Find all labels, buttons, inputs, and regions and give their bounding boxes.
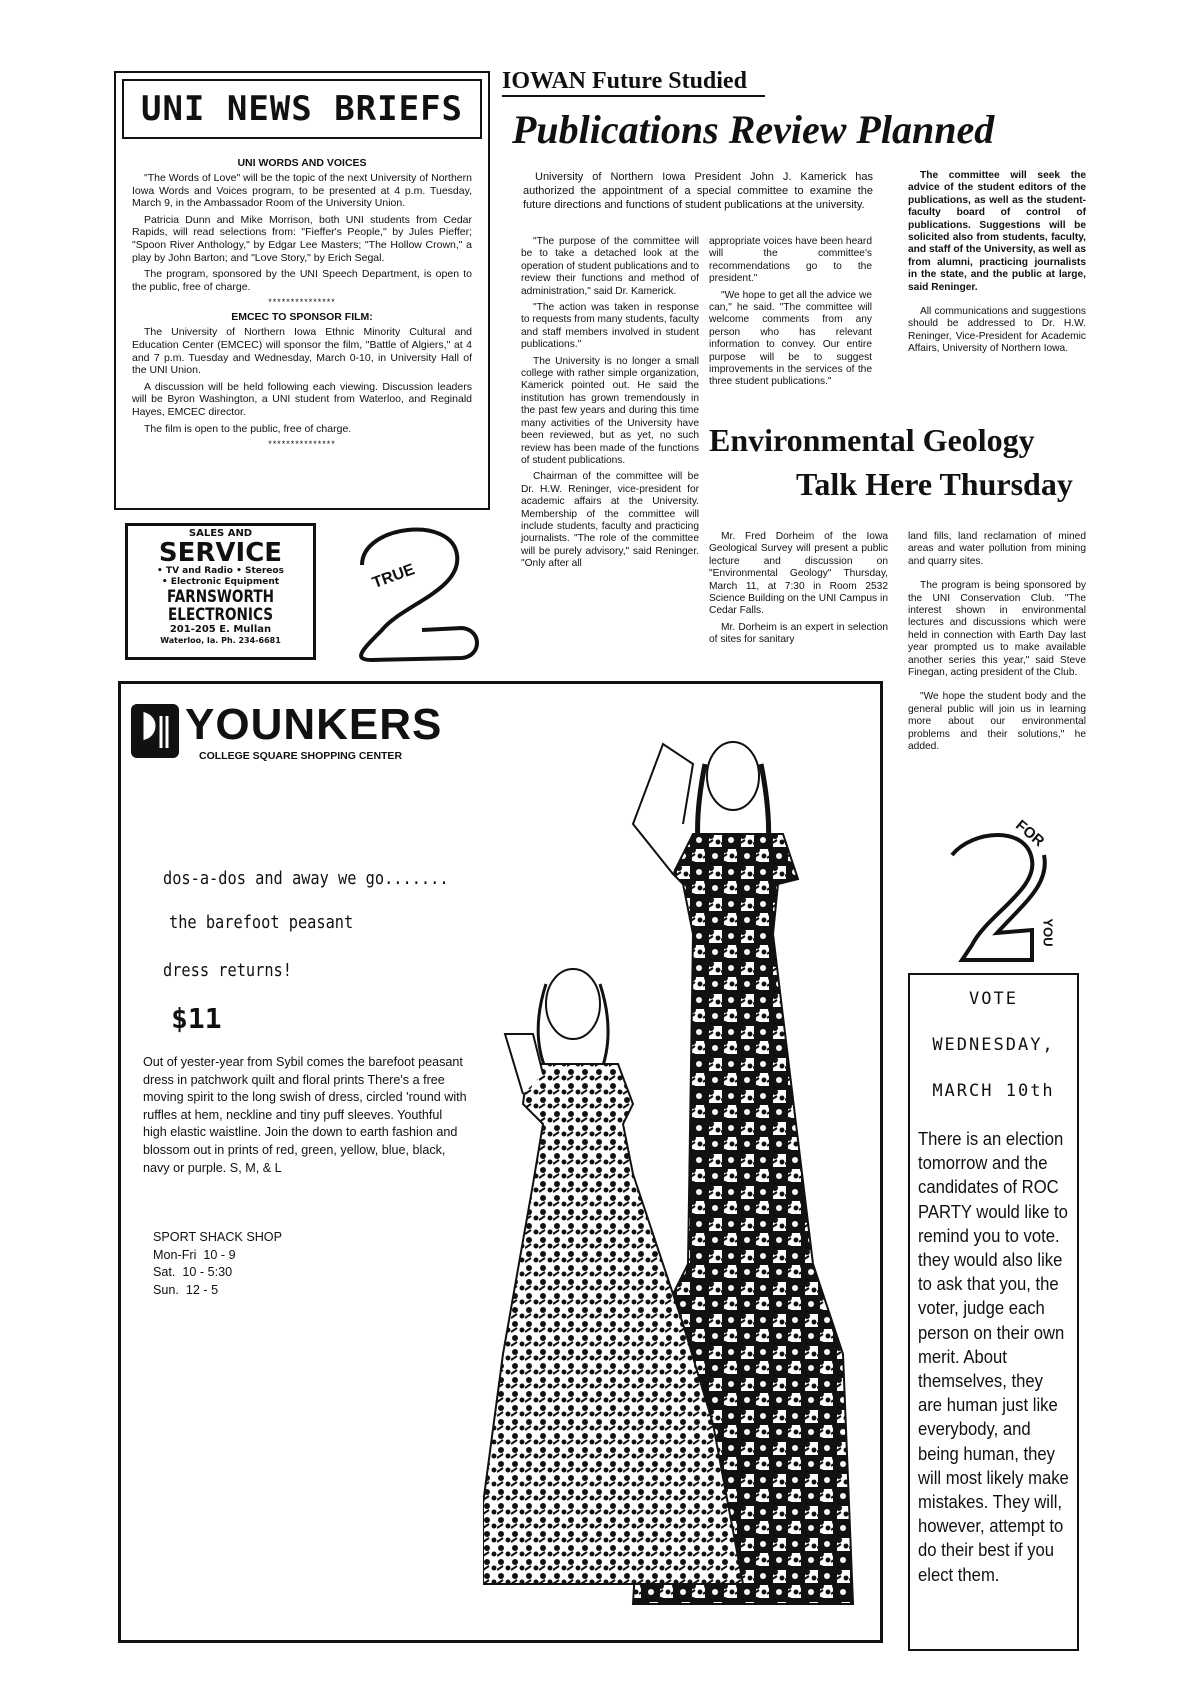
- logo-number: [332, 510, 333, 511]
- paragraph: The program is being sponsored by the UNI Conservation Club. "The interest shown in environmental lectures and discussions which were held in connection with Earth Day last year prompted us to make available another series this year," said Steve Finegan, acting president of the Club.: [908, 580, 1086, 679]
- younkers-logo-icon: [131, 704, 179, 758]
- logo-word: YOU: [1040, 918, 1056, 947]
- paragraph: "We hope the student body and the general public will join us in learning more about our environmental problems and their solutions," he added.: [908, 691, 1086, 753]
- younkers-ad: [118, 681, 883, 1643]
- article-intro: University of Northern Iowa President John J. Kamerick has authorized the appointment of a special committee to examine the future directions and functions of student publications at the university.: [523, 171, 873, 211]
- logo-word: TRUE: [370, 561, 417, 592]
- brief-paragraph: A discussion will be held following each viewing. Discussion leaders will be Byron Washington, a UNI student from Waterloo, and Reginald Hayes, EMCEC director.: [132, 380, 472, 418]
- two-for-you-logo: [932, 816, 1062, 970]
- paragraph: "The purpose of the committee will be to take a detached look at the operation of student publications and to review their functions and method of administration," said Dr. Kamerick.: [521, 236, 699, 297]
- paragraph: All communications and suggestions should be addressed to Dr. H.W. Reninger, Vice-President for Academic Affairs, University of Northern Iowa.: [908, 306, 1086, 355]
- ad-text: Waterloo, Ia. Ph. 234-6681: [160, 636, 281, 645]
- paragraph: Mr. Fred Dorheim of the Iowa Geological Survey will present a public lecture and discussion on "Environmental Geology" Thursday, March 11, at 7:30 in Room 2532 Science Building on the UNI Campus in Cedar Falls.: [709, 531, 888, 617]
- vote-body: There is an election tomorrow and the candidates of ROC PARTY would like to remind you to vote. they would also like to ask that you, the voter, judge each person on their own merit. About themselves, they are human just like everybody, and being human, they will most likely make mistakes. They will, however, attempt to do their best if you elect them.: [918, 1128, 1069, 1585]
- article-column-2: [709, 236, 872, 393]
- separator: ***************: [268, 439, 336, 450]
- geology-headline-1: Environmental Geology: [709, 422, 1035, 458]
- brief-paragraph: The University of Northern Iowa Ethnic Minority Cultural and Education Center (EMCEC) will sponsor the film, "Battle of Algiers," at 4 and 7 p.m. Tuesday and Wednesday, March 0-10, in University Hall of the UNI Union.: [132, 326, 472, 377]
- brief-paragraph: The film is open to the public, free of charge.: [144, 422, 352, 435]
- paragraph: The committee will seek the advice of the student editors of the publications, as well as the student-faculty board of control of publications. Suggestions will be solicited also from students, faculty, and staff of the University, as well as from alumni, practicing journalists in the state, and the public at large, said Reninger.: [908, 170, 1086, 293]
- article-column-1: [521, 236, 699, 575]
- article-headline: Publications Review Planned: [512, 107, 995, 152]
- geology-column-1: [709, 531, 888, 651]
- paragraph: The University is no longer a small college with rather simple organization, Kamerick pointed out. He said the institution has grown tremendously in the past few years and during this time many activities of the University have been reviewed, but as yet, no such review has been made of the functions of student publications.: [521, 355, 699, 466]
- paragraph: appropriate voices have been heard will the committee's recommendations go to the president.": [709, 236, 872, 285]
- ad-text: SERVICE: [158, 538, 283, 568]
- paragraph: "The action was taken in response to requests from many students, faculty and staff members involved in student publications.": [521, 302, 699, 351]
- news-briefs-title: UNI NEWS BRIEFS: [122, 79, 482, 139]
- ad-tagline: dress returns!: [163, 960, 292, 981]
- article-column-3: [908, 170, 1086, 360]
- brief-paragraph: Patricia Dunn and Mike Morrison, both UNI students from Cedar Rapids, will read selections from: "Fieffer's People," by Jules Pieffer; "Spoon River Anthology," by Edgar Lee Masters; "The Hollow Crown," a play by John Barton; and "Love Story," by Erich Segal.: [132, 213, 472, 264]
- geology-column-2: [908, 531, 1086, 758]
- logo-number: [932, 825, 933, 826]
- fashion-illustration: [483, 704, 878, 1634]
- vote-heading: WEDNESDAY,: [932, 1035, 1055, 1055]
- price: $11: [171, 1002, 222, 1035]
- ad-text: • TV and Radio • Stereos: [157, 566, 284, 576]
- ad-body: Out of yester-year from Sybil comes the barefoot peasant dress in patchwork quilt and floral prints There's a free moving spirit to the long swish of dress, circled 'round with ruffles at hem, neckline and tiny puff sleeves. Youthful high elastic waistline. Join the down to earth fashion and blossom out in prints of red, green, yellow, blue, black, navy or purple. S, M, & L: [143, 1055, 467, 1175]
- hours-line: Mon-Fri 10 - 9: [153, 1247, 236, 1262]
- hours-line: Sun. 12 - 5: [153, 1282, 219, 1297]
- ad-tagline: the barefoot peasant: [169, 912, 354, 933]
- geology-headline-2: Talk Here Thursday: [796, 466, 1073, 502]
- logo-word: FOR: [1012, 816, 1048, 851]
- ad-text: • Electronic Equipment: [161, 577, 280, 587]
- vote-heading: VOTE: [969, 989, 1018, 1009]
- news-briefs-box: [114, 71, 490, 510]
- paragraph: land fills, land reclamation of mined areas and water pollution from mining and quarry sites.: [908, 531, 1086, 567]
- shop-hours: [153, 1229, 282, 1299]
- ad-tagline: dos-a-dos and away we go.......: [163, 868, 449, 889]
- paragraph: "We hope to get all the advice we can," he said. "The committee will welcome comments from any person who has relevant information to convey. Our entire purpose will be to suggest improvements in the services of the three student publications.": [709, 289, 872, 388]
- brief-heading: UNI WORDS AND VOICES: [237, 157, 367, 169]
- brief-paragraph: "The Words of Love" will be the topic of the next University of Northern Iowa Words and Voices program, to be presented at 4 p.m. Tuesday, March 9, in the Ambassador Room of the University Union.: [132, 172, 472, 210]
- paragraph: Chairman of the committee will be Dr. H.W. Reninger, vice-president for academic affairs at the University. Membership of the committee will include students, faculty and practicing journalists. "The role of the committee will be purely advisory," said Reninger. "Only after all: [521, 471, 699, 570]
- farnsworth-ad: [125, 523, 316, 660]
- ad-text: FARNSWORTH: [167, 587, 274, 607]
- younkers-subtitle: COLLEGE SQUARE SHOPPING CENTER: [199, 750, 403, 762]
- hours-line: Sat. 10 - 5:30: [153, 1265, 233, 1280]
- separator: ***************: [268, 297, 336, 308]
- shop-name: SPORT SHACK SHOP: [153, 1230, 283, 1244]
- two-true-logo: [332, 510, 492, 670]
- ad-text: SALES AND: [188, 528, 253, 539]
- brief-heading: EMCEC TO SPONSOR FILM:: [231, 311, 373, 324]
- ad-text: 201-205 E. Mullan: [169, 624, 272, 635]
- article-kicker: IOWAN Future Studied: [502, 68, 765, 97]
- vote-notice: [908, 973, 1079, 1651]
- ad-text: ELECTRONICS: [167, 605, 273, 625]
- vote-heading: MARCH 10th: [932, 1081, 1055, 1101]
- younkers-brand: YOUNKERS: [185, 700, 443, 749]
- paragraph: Mr. Dorheim is an expert in selection of sites for sanitary: [709, 621, 888, 646]
- brief-paragraph: The program, sponsored by the UNI Speech Department, is open to the public, free of charge.: [132, 268, 472, 293]
